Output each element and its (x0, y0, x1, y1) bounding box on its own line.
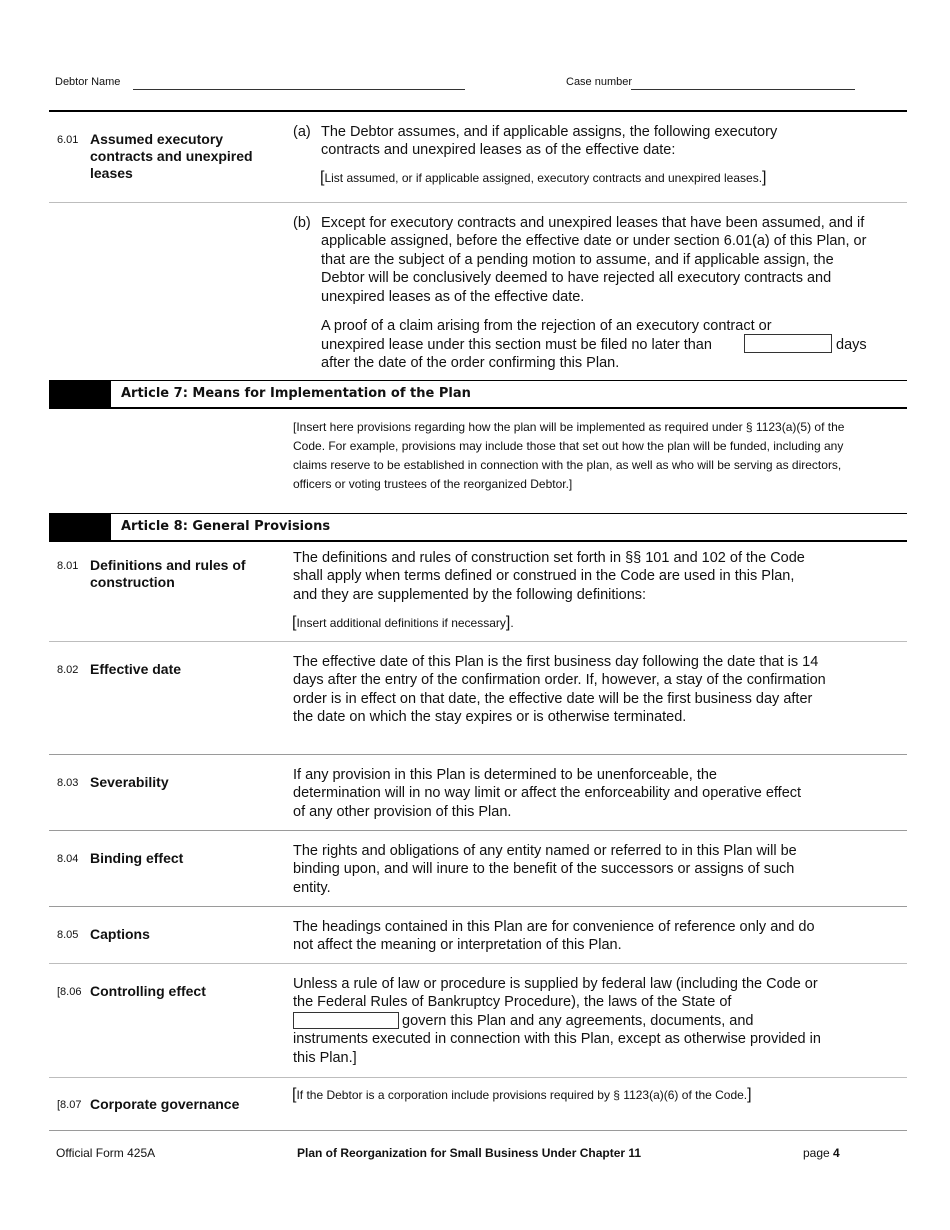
section-number: [8.06 (57, 986, 82, 998)
divider (49, 754, 907, 755)
proof-line-1: A proof of a claim arising from the rejection of an executory contract or (321, 318, 772, 334)
section-number: 8.04 (57, 853, 79, 865)
section-title: Assumed executory contracts and unexpired leases (90, 131, 253, 181)
debtor-name-field[interactable] (133, 89, 465, 90)
article-7-header (49, 380, 907, 409)
article-8-header (49, 513, 907, 542)
case-number-field[interactable] (631, 89, 855, 90)
section-number: 8.02 (57, 664, 79, 676)
section-number: 8.01 (57, 560, 79, 572)
divider (49, 830, 907, 831)
item-label-a: (a) (293, 124, 311, 140)
section-text: If any provision in this Plan is determined to be unenforceable, the determination will in no way limit or affect the enforceability and operative effect of any other provision of this Plan. (293, 767, 802, 820)
article-marker (49, 381, 111, 407)
divider (49, 202, 907, 203)
section-text: The rights and obligations of any entity named or referred to in this Plan will be binding upon, and will inure to the benefit of the successors or assigns of such entity. (293, 843, 797, 896)
header-divider (49, 110, 907, 112)
section-title: Corporate governance (90, 1096, 240, 1112)
divider (49, 1077, 907, 1078)
section-title: Severability (90, 774, 169, 790)
section-number: 8.05 (57, 929, 79, 941)
case-number-label: Case number (566, 76, 633, 88)
article-marker (49, 514, 111, 540)
section-title: Binding effect (90, 850, 184, 866)
days-input-box[interactable] (744, 334, 832, 353)
divider (49, 906, 907, 907)
divider (49, 963, 907, 964)
section-text-continued: govern this Plan and any agreements, documents, and instruments executed in connection with this Plan, except as otherwise provided in this Plan.] (293, 1013, 821, 1066)
insert-instruction: [List assumed, or if applicable assigned, executory contracts and unexpired leases.] (320, 169, 767, 186)
article-title: Article 8: General Provisions (121, 519, 331, 534)
section-text: Unless a rule of law or procedure is supplied by federal law (including the Code or the Federal Rules of Bankruptcy Procedure), the laws of the State of (293, 976, 818, 1011)
section-number: 6.01 (57, 134, 79, 146)
section-text: The effective date of this Plan is the first business day following the date that is 14 days after the entry of the confirmation order. If, however, a stay of the confirmation order is in effect on that date, the effective date will be the first business day after the date on which the stay expires or is otherwise terminated. (293, 654, 826, 726)
divider (49, 641, 907, 642)
days-label: days (836, 337, 867, 353)
footer-divider (49, 1130, 907, 1131)
debtor-name-label: Debtor Name (55, 76, 121, 88)
insert-instruction: [If the Debtor is a corporation include provisions required by § 1123(a)(6) of the Code.] (292, 1086, 752, 1103)
section-title: Definitions and rules of construction (90, 557, 246, 590)
article-7-instruction: [Insert here provisions regarding how the plan will be implemented as required under § 1123(a)(5) of the Code. For example, provisions may include those that set out how the plan will be funded, including any claims reserve to be established in connection with the plan, as well as who will be serving as directors, officers or voting trustees of the reorganized Debtor.] (293, 420, 845, 491)
footer-page: page 4 (803, 1146, 840, 1160)
item-text-a: The Debtor assumes, and if applicable assigns, the following executory contracts and unexpired leases as of the effective date: (321, 124, 778, 159)
section-title: Captions (90, 926, 150, 942)
section-number: [8.07 (57, 1099, 82, 1111)
item-label-b: (b) (293, 215, 311, 231)
section-text: The definitions and rules of construction set forth in §§ 101 and 102 of the Code shall apply when terms defined or construed in the Code are used in this Plan, and they are supplemented by the following definitions: (293, 550, 805, 603)
footer-title: Plan of Reorganization for Small Business Under Chapter 11 (297, 1146, 642, 1160)
section-text: The headings contained in this Plan are for convenience of reference only and do not affect the meaning or interpretation of this Plan. (293, 919, 815, 954)
section-title: Effective date (90, 661, 182, 677)
item-text-b: Except for executory contracts and unexpired leases that have been assumed, and if applicable assigned, before the effective date or under section 6.01(a) of this Plan, or that are the subject of a pending motion to assume, and if applicable assign, the Debtor will be conclusively deemed to have rejected all executory contracts and unexpired leases as of the effective date. (321, 215, 867, 305)
article-title: Article 7: Means for Implementation of the Plan (121, 386, 471, 401)
proof-line-3: after the date of the order confirming this Plan. (321, 355, 620, 371)
section-number: 8.03 (57, 777, 79, 789)
section-title: Controlling effect (90, 983, 206, 999)
insert-instruction: [Insert additional definitions if necessary]. (292, 614, 514, 631)
proof-line-2: unexpired lease under this section must be filed no later than (321, 337, 712, 353)
page-number: 4 (833, 1146, 840, 1160)
footer-form: Official Form 425A (56, 1146, 156, 1160)
